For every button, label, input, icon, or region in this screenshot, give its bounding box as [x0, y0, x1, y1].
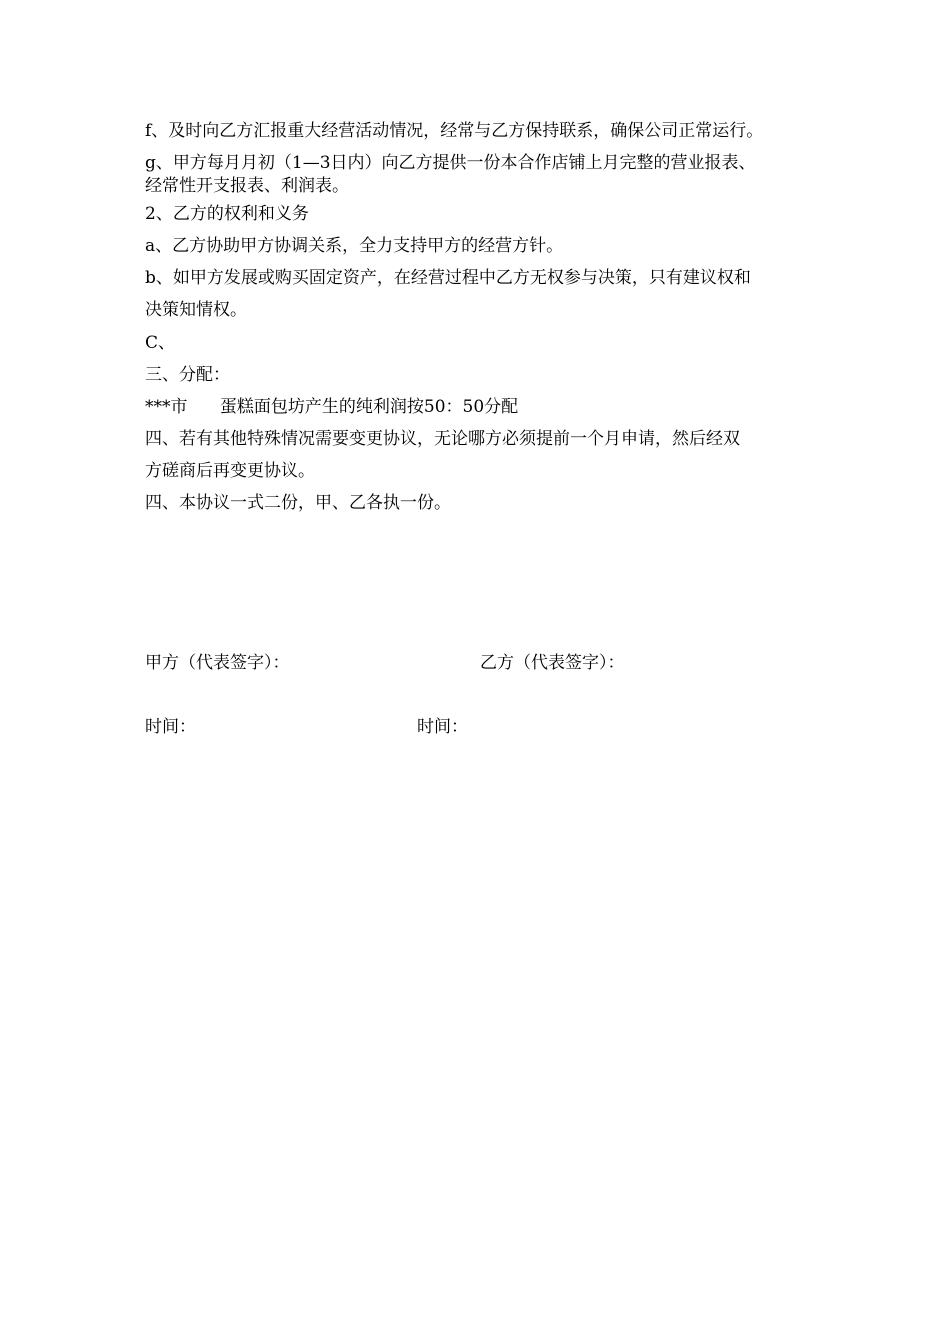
section-distribution-heading: 三、分配： — [145, 365, 230, 385]
clause-b-line2: 决策知情权。 — [145, 300, 247, 320]
section-change-line2: 方磋商后再变更协议。 — [145, 461, 315, 481]
clause-a: a、乙方协助甲方协调关系，全力支持甲方的经营方针。 — [145, 236, 564, 256]
clause-g-line2: 经常性开支报表、利润表。 — [145, 176, 349, 196]
clause-b-line1: b、如甲方发展或购买固定资产，在经营过程中乙方无权参与决策，只有建议权和 — [145, 268, 751, 288]
clause-g-line1: g、甲方每月月初（1—3日内）向乙方提供一份本合作店铺上月完整的营业报表、 — [145, 153, 756, 173]
clause-c: C、 — [145, 333, 176, 353]
party-b-signature-label: 乙方（代表签字）： — [480, 653, 625, 673]
party-b-time-label: 时间： — [417, 717, 468, 737]
party-a-signature-label: 甲方（代表签字）： — [145, 653, 290, 673]
section-party-b-heading: 2、乙方的权利和义务 — [145, 204, 309, 224]
clause-f: f、及时向乙方汇报重大经营活动情况，经常与乙方保持联系，确保公司正常运行。 — [145, 121, 764, 141]
party-a-time-label: 时间： — [145, 717, 196, 737]
section-copies: 四、本协议一式二份，甲、乙各执一份。 — [145, 493, 451, 513]
distribution-text: ***市 蛋糕面包坊产生的纯利润按50：50分配 — [145, 397, 519, 417]
section-change-line1: 四、若有其他特殊情况需要变更协议，无论哪方必须提前一个月申请，然后经双 — [145, 429, 740, 449]
